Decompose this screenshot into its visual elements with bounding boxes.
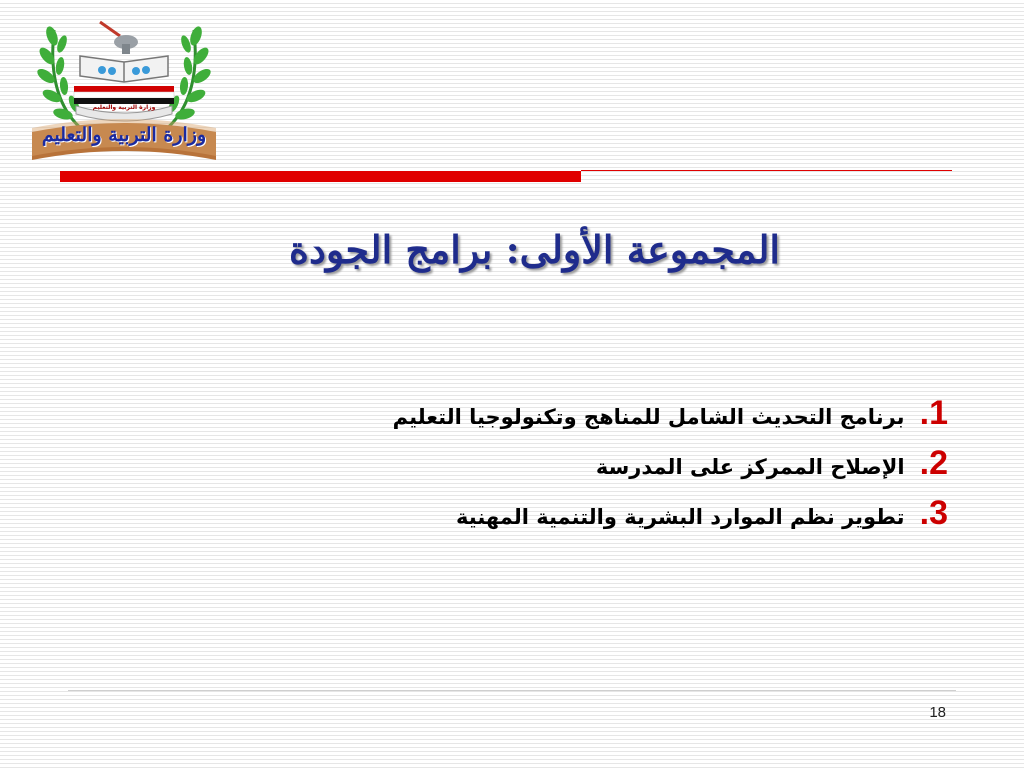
- list-item-number: 2.: [919, 444, 948, 482]
- list-item-text: الإصلاح الممركز على المدرسة: [595, 455, 905, 479]
- logo-caption: وزارة التربية والتعليم: [41, 124, 207, 146]
- header-divider: [60, 170, 952, 182]
- header-divider-thick: [60, 171, 581, 182]
- list-item-text: برنامج التحديث الشامل للمناهج وتكنولوجيا التعليم: [392, 405, 905, 429]
- footer-divider: [68, 690, 956, 691]
- header-divider-thin: [581, 170, 952, 171]
- list-item: [248, 388, 948, 438]
- page-number: 18: [929, 704, 946, 721]
- ministry-emblem-icon: [28, 14, 220, 172]
- list-item: [248, 488, 948, 538]
- list-item-number: 1.: [919, 394, 948, 432]
- list-item-number: 3.: [919, 494, 948, 532]
- slide-title: المجموعة الأولى: برامج الجودة: [289, 227, 780, 272]
- list-item: [248, 438, 948, 488]
- list-item-text: تطوير نظم الموارد البشرية والتنمية المهنية: [456, 505, 905, 529]
- program-list: [248, 388, 948, 538]
- logo-inner-text: وزارة التربية والتعليم: [92, 104, 156, 111]
- ministry-logo: [28, 14, 220, 172]
